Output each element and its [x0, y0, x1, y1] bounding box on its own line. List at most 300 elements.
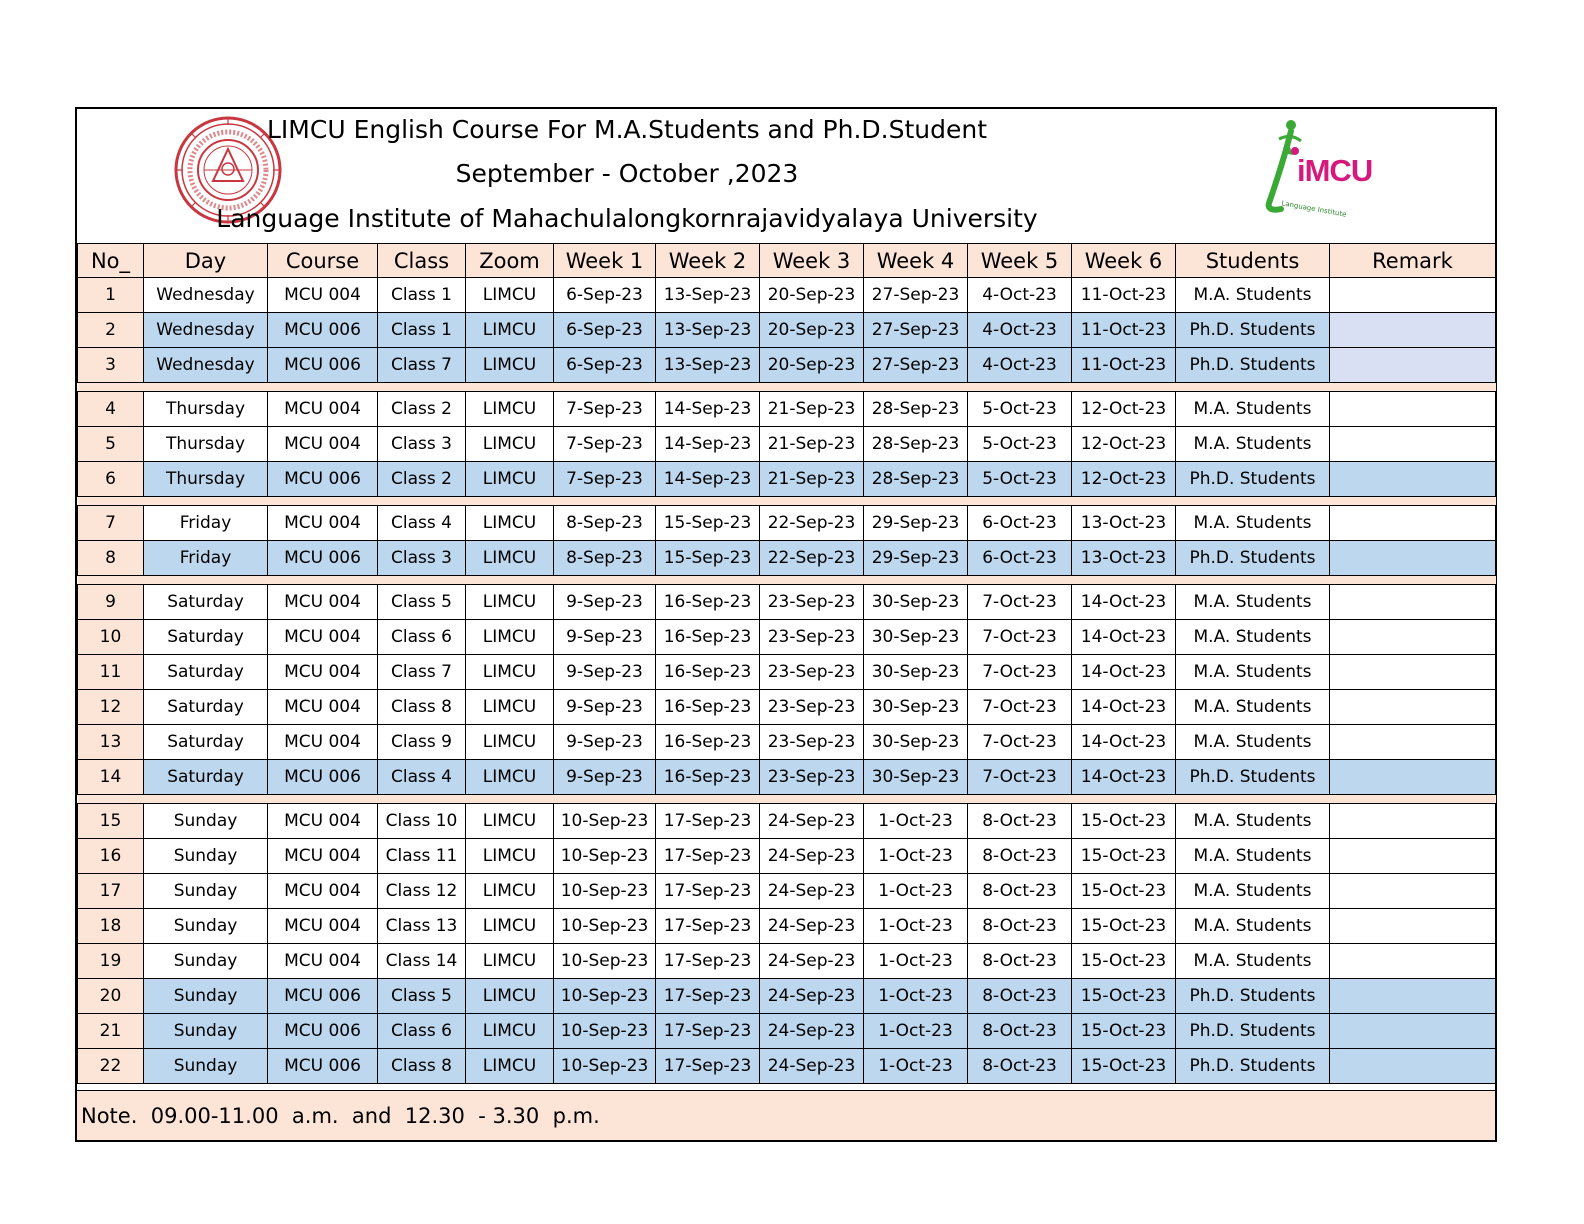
remark-cell	[1330, 313, 1496, 348]
zoom-cell: LIMCU	[466, 313, 554, 348]
week-date-cell: 1-Oct-23	[864, 1049, 968, 1084]
no-cell: 12	[78, 690, 144, 725]
students-cell: M.A. Students	[1176, 690, 1330, 725]
no-cell: 22	[78, 1049, 144, 1084]
week-date-cell: 12-Oct-23	[1072, 462, 1176, 497]
day-cell: Saturday	[144, 655, 268, 690]
day-cell: Sunday	[144, 979, 268, 1014]
week-date-cell: 1-Oct-23	[864, 874, 968, 909]
week-date-cell: 17-Sep-23	[656, 1014, 760, 1049]
students-cell: M.A. Students	[1176, 909, 1330, 944]
table-row	[78, 690, 1496, 725]
no-cell: 19	[78, 944, 144, 979]
week-date-cell: 7-Sep-23	[554, 392, 656, 427]
week-date-cell: 21-Sep-23	[760, 427, 864, 462]
week-date-cell: 15-Oct-23	[1072, 804, 1176, 839]
class-cell: Class 11	[378, 839, 466, 874]
week-date-cell: 20-Sep-23	[760, 348, 864, 383]
table-row	[78, 1049, 1496, 1084]
week-date-cell: 5-Oct-23	[968, 462, 1072, 497]
week-date-cell: 13-Sep-23	[656, 278, 760, 313]
table-row	[78, 313, 1496, 348]
week-date-cell: 10-Sep-23	[554, 1014, 656, 1049]
day-cell: Friday	[144, 506, 268, 541]
remark-cell	[1330, 909, 1496, 944]
remark-cell	[1330, 348, 1496, 383]
course-cell: MCU 004	[268, 909, 378, 944]
table-row	[78, 392, 1496, 427]
week-date-cell: 13-Sep-23	[656, 313, 760, 348]
week-date-cell: 6-Sep-23	[554, 348, 656, 383]
students-cell: M.A. Students	[1176, 392, 1330, 427]
week-date-cell: 20-Sep-23	[760, 278, 864, 313]
no-cell: 3	[78, 348, 144, 383]
remark-cell	[1330, 979, 1496, 1014]
week-date-cell: 6-Sep-23	[554, 313, 656, 348]
week-date-cell: 30-Sep-23	[864, 725, 968, 760]
week-date-cell: 8-Oct-23	[968, 839, 1072, 874]
table-row	[78, 1014, 1496, 1049]
week-date-cell: 15-Sep-23	[656, 506, 760, 541]
class-cell: Class 2	[378, 392, 466, 427]
table-header-row	[78, 244, 1496, 278]
remark-cell	[1330, 725, 1496, 760]
zoom-cell: LIMCU	[466, 944, 554, 979]
no-cell: 11	[78, 655, 144, 690]
week-date-cell: 27-Sep-23	[864, 313, 968, 348]
table-row	[78, 348, 1496, 383]
course-cell: MCU 004	[268, 620, 378, 655]
week-date-cell: 28-Sep-23	[864, 392, 968, 427]
zoom-cell: LIMCU	[466, 541, 554, 576]
students-cell: Ph.D. Students	[1176, 1014, 1330, 1049]
week-date-cell: 17-Sep-23	[656, 839, 760, 874]
zoom-cell: LIMCU	[466, 874, 554, 909]
students-cell: M.A. Students	[1176, 427, 1330, 462]
class-cell: Class 3	[378, 541, 466, 576]
week-date-cell: 16-Sep-23	[656, 760, 760, 795]
note-text: Note. 09.00-11.00 a.m. and 12.30 - 3.30 p.m.	[77, 1090, 1495, 1140]
week-date-cell: 24-Sep-23	[760, 979, 864, 1014]
week-date-cell: 28-Sep-23	[864, 427, 968, 462]
week-date-cell: 24-Sep-23	[760, 944, 864, 979]
class-cell: Class 10	[378, 804, 466, 839]
class-cell: Class 8	[378, 690, 466, 725]
class-cell: Class 13	[378, 909, 466, 944]
day-cell: Saturday	[144, 585, 268, 620]
schedule-table	[77, 243, 1496, 1084]
week-date-cell: 30-Sep-23	[864, 655, 968, 690]
week-date-cell: 24-Sep-23	[760, 874, 864, 909]
remark-cell	[1330, 839, 1496, 874]
course-cell: MCU 004	[268, 804, 378, 839]
no-cell: 9	[78, 585, 144, 620]
week-date-cell: 17-Sep-23	[656, 909, 760, 944]
zoom-cell: LIMCU	[466, 392, 554, 427]
week-date-cell: 14-Oct-23	[1072, 655, 1176, 690]
table-body	[78, 278, 1496, 1084]
schedule-sheet	[75, 107, 1497, 1142]
day-cell: Thursday	[144, 392, 268, 427]
day-cell: Sunday	[144, 909, 268, 944]
remark-cell	[1330, 655, 1496, 690]
no-cell: 15	[78, 804, 144, 839]
course-cell: MCU 004	[268, 585, 378, 620]
course-cell: MCU 006	[268, 979, 378, 1014]
day-cell: Sunday	[144, 1049, 268, 1084]
week-date-cell: 14-Oct-23	[1072, 760, 1176, 795]
class-cell: Class 6	[378, 1014, 466, 1049]
zoom-cell: LIMCU	[466, 655, 554, 690]
week-date-cell: 16-Sep-23	[656, 690, 760, 725]
week-date-cell: 4-Oct-23	[968, 278, 1072, 313]
week-date-cell: 1-Oct-23	[864, 1014, 968, 1049]
column-header: No_	[78, 244, 144, 278]
week-date-cell: 7-Oct-23	[968, 585, 1072, 620]
course-cell: MCU 004	[268, 874, 378, 909]
week-date-cell: 11-Oct-23	[1072, 313, 1176, 348]
class-cell: Class 7	[378, 655, 466, 690]
week-date-cell: 15-Oct-23	[1072, 1014, 1176, 1049]
week-date-cell: 17-Sep-23	[656, 979, 760, 1014]
week-date-cell: 15-Oct-23	[1072, 979, 1176, 1014]
remark-cell	[1330, 620, 1496, 655]
week-date-cell: 10-Sep-23	[554, 1049, 656, 1084]
zoom-cell: LIMCU	[466, 839, 554, 874]
table-row	[78, 839, 1496, 874]
title-line-2: September - October ,2023	[455, 159, 799, 188]
week-date-cell: 29-Sep-23	[864, 541, 968, 576]
students-cell: M.A. Students	[1176, 655, 1330, 690]
week-date-cell: 27-Sep-23	[864, 278, 968, 313]
table-row	[78, 620, 1496, 655]
zoom-cell: LIMCU	[466, 979, 554, 1014]
remark-cell	[1330, 874, 1496, 909]
students-cell: M.A. Students	[1176, 278, 1330, 313]
week-date-cell: 17-Sep-23	[656, 874, 760, 909]
table-row	[78, 804, 1496, 839]
table-row	[78, 909, 1496, 944]
week-date-cell: 24-Sep-23	[760, 1049, 864, 1084]
week-date-cell: 14-Oct-23	[1072, 585, 1176, 620]
column-header: Class	[378, 244, 466, 278]
week-date-cell: 17-Sep-23	[656, 1049, 760, 1084]
class-cell: Class 9	[378, 725, 466, 760]
week-date-cell: 7-Oct-23	[968, 690, 1072, 725]
remark-cell	[1330, 690, 1496, 725]
students-cell: Ph.D. Students	[1176, 1049, 1330, 1084]
table-row	[78, 506, 1496, 541]
class-cell: Class 5	[378, 585, 466, 620]
remark-cell	[1330, 392, 1496, 427]
course-cell: MCU 006	[268, 313, 378, 348]
week-date-cell: 16-Sep-23	[656, 620, 760, 655]
week-date-cell: 6-Oct-23	[968, 506, 1072, 541]
week-date-cell: 30-Sep-23	[864, 585, 968, 620]
day-cell: Sunday	[144, 874, 268, 909]
no-cell: 1	[78, 278, 144, 313]
day-cell: Sunday	[144, 804, 268, 839]
column-header: Remark	[1330, 244, 1496, 278]
week-date-cell: 13-Oct-23	[1072, 541, 1176, 576]
day-cell: Thursday	[144, 462, 268, 497]
week-date-cell: 23-Sep-23	[760, 725, 864, 760]
day-cell: Friday	[144, 541, 268, 576]
column-header: Week 1	[554, 244, 656, 278]
week-date-cell: 4-Oct-23	[968, 348, 1072, 383]
no-cell: 18	[78, 909, 144, 944]
day-cell: Saturday	[144, 690, 268, 725]
week-date-cell: 23-Sep-23	[760, 620, 864, 655]
week-date-cell: 23-Sep-23	[760, 690, 864, 725]
table-row	[78, 874, 1496, 909]
week-date-cell: 15-Oct-23	[1072, 839, 1176, 874]
zoom-cell: LIMCU	[466, 690, 554, 725]
course-cell: MCU 004	[268, 944, 378, 979]
week-date-cell: 9-Sep-23	[554, 585, 656, 620]
table-row	[78, 944, 1496, 979]
week-date-cell: 21-Sep-23	[760, 392, 864, 427]
day-cell: Saturday	[144, 620, 268, 655]
week-date-cell: 14-Oct-23	[1072, 690, 1176, 725]
no-cell: 6	[78, 462, 144, 497]
week-date-cell: 23-Sep-23	[760, 760, 864, 795]
day-cell: Saturday	[144, 725, 268, 760]
title-line-3: Language Institute of Mahachulalongkornrajavidyalaya University	[216, 204, 1038, 233]
group-separator	[78, 383, 1496, 392]
week-date-cell: 9-Sep-23	[554, 655, 656, 690]
week-date-cell: 14-Oct-23	[1072, 725, 1176, 760]
group-separator	[78, 497, 1496, 506]
zoom-cell: LIMCU	[466, 462, 554, 497]
no-cell: 20	[78, 979, 144, 1014]
students-cell: Ph.D. Students	[1176, 313, 1330, 348]
week-date-cell: 17-Sep-23	[656, 944, 760, 979]
zoom-cell: LIMCU	[466, 348, 554, 383]
no-cell: 8	[78, 541, 144, 576]
zoom-cell: LIMCU	[466, 1014, 554, 1049]
zoom-cell: LIMCU	[466, 278, 554, 313]
course-cell: MCU 006	[268, 1049, 378, 1084]
week-date-cell: 8-Oct-23	[968, 1049, 1072, 1084]
week-date-cell: 30-Sep-23	[864, 760, 968, 795]
week-date-cell: 24-Sep-23	[760, 839, 864, 874]
week-date-cell: 29-Sep-23	[864, 506, 968, 541]
no-cell: 2	[78, 313, 144, 348]
remark-cell	[1330, 462, 1496, 497]
week-date-cell: 6-Sep-23	[554, 278, 656, 313]
column-header: Students	[1176, 244, 1330, 278]
class-cell: Class 14	[378, 944, 466, 979]
remark-cell	[1330, 541, 1496, 576]
course-cell: MCU 006	[268, 348, 378, 383]
week-date-cell: 10-Sep-23	[554, 944, 656, 979]
week-date-cell: 1-Oct-23	[864, 839, 968, 874]
no-cell: 4	[78, 392, 144, 427]
remark-cell	[1330, 1049, 1496, 1084]
students-cell: Ph.D. Students	[1176, 979, 1330, 1014]
week-date-cell: 9-Sep-23	[554, 760, 656, 795]
week-date-cell: 15-Oct-23	[1072, 944, 1176, 979]
class-cell: Class 1	[378, 278, 466, 313]
students-cell: M.A. Students	[1176, 620, 1330, 655]
course-cell: MCU 004	[268, 655, 378, 690]
separator-cell	[78, 383, 1496, 392]
students-cell: M.A. Students	[1176, 804, 1330, 839]
column-header: Week 4	[864, 244, 968, 278]
course-cell: MCU 006	[268, 462, 378, 497]
zoom-cell: LIMCU	[466, 506, 554, 541]
week-date-cell: 8-Oct-23	[968, 979, 1072, 1014]
students-cell: Ph.D. Students	[1176, 541, 1330, 576]
week-date-cell: 16-Sep-23	[656, 585, 760, 620]
table-row	[78, 541, 1496, 576]
remark-cell	[1330, 278, 1496, 313]
column-header: Week 2	[656, 244, 760, 278]
group-separator	[78, 795, 1496, 804]
course-cell: MCU 004	[268, 392, 378, 427]
remark-cell	[1330, 760, 1496, 795]
students-cell: M.A. Students	[1176, 506, 1330, 541]
course-cell: MCU 004	[268, 839, 378, 874]
week-date-cell: 23-Sep-23	[760, 585, 864, 620]
week-date-cell: 8-Oct-23	[968, 874, 1072, 909]
week-date-cell: 10-Sep-23	[554, 979, 656, 1014]
course-cell: MCU 006	[268, 760, 378, 795]
week-date-cell: 9-Sep-23	[554, 620, 656, 655]
week-date-cell: 6-Oct-23	[968, 541, 1072, 576]
column-header: Week 5	[968, 244, 1072, 278]
day-cell: Saturday	[144, 760, 268, 795]
week-date-cell: 22-Sep-23	[760, 541, 864, 576]
remark-cell	[1330, 1014, 1496, 1049]
column-header: Week 6	[1072, 244, 1176, 278]
no-cell: 17	[78, 874, 144, 909]
week-date-cell: 1-Oct-23	[864, 944, 968, 979]
week-date-cell: 8-Oct-23	[968, 804, 1072, 839]
zoom-cell: LIMCU	[466, 1049, 554, 1084]
students-cell: M.A. Students	[1176, 874, 1330, 909]
day-cell: Sunday	[144, 944, 268, 979]
no-cell: 16	[78, 839, 144, 874]
class-cell: Class 1	[378, 313, 466, 348]
week-date-cell: 7-Oct-23	[968, 760, 1072, 795]
week-date-cell: 15-Oct-23	[1072, 909, 1176, 944]
class-cell: Class 2	[378, 462, 466, 497]
week-date-cell: 8-Sep-23	[554, 541, 656, 576]
course-cell: MCU 004	[268, 725, 378, 760]
day-cell: Sunday	[144, 839, 268, 874]
week-date-cell: 8-Oct-23	[968, 1014, 1072, 1049]
week-date-cell: 27-Sep-23	[864, 348, 968, 383]
table-row	[78, 278, 1496, 313]
zoom-cell: LIMCU	[466, 760, 554, 795]
zoom-cell: LIMCU	[466, 909, 554, 944]
week-date-cell: 20-Sep-23	[760, 313, 864, 348]
group-separator	[78, 576, 1496, 585]
week-date-cell: 15-Oct-23	[1072, 874, 1176, 909]
course-cell: MCU 004	[268, 690, 378, 725]
week-date-cell: 5-Oct-23	[968, 427, 1072, 462]
week-date-cell: 8-Oct-23	[968, 909, 1072, 944]
column-header: Day	[144, 244, 268, 278]
week-date-cell: 7-Sep-23	[554, 427, 656, 462]
column-header: Week 3	[760, 244, 864, 278]
table-row	[78, 979, 1496, 1014]
course-cell: MCU 004	[268, 278, 378, 313]
table-row	[78, 462, 1496, 497]
week-date-cell: 10-Sep-23	[554, 874, 656, 909]
students-cell: Ph.D. Students	[1176, 348, 1330, 383]
week-date-cell: 10-Sep-23	[554, 909, 656, 944]
week-date-cell: 15-Sep-23	[656, 541, 760, 576]
week-date-cell: 16-Sep-23	[656, 655, 760, 690]
no-cell: 7	[78, 506, 144, 541]
table-row	[78, 655, 1496, 690]
week-date-cell: 24-Sep-23	[760, 804, 864, 839]
remark-cell	[1330, 804, 1496, 839]
week-date-cell: 15-Oct-23	[1072, 1049, 1176, 1084]
class-cell: Class 7	[378, 348, 466, 383]
table-row	[78, 585, 1496, 620]
week-date-cell: 14-Sep-23	[656, 392, 760, 427]
zoom-cell: LIMCU	[466, 725, 554, 760]
separator-cell	[78, 795, 1496, 804]
students-cell: M.A. Students	[1176, 725, 1330, 760]
no-cell: 14	[78, 760, 144, 795]
week-date-cell: 12-Oct-23	[1072, 427, 1176, 462]
week-date-cell: 16-Sep-23	[656, 725, 760, 760]
zoom-cell: LIMCU	[466, 804, 554, 839]
schedule-header	[77, 109, 1495, 244]
zoom-cell: LIMCU	[466, 585, 554, 620]
week-date-cell: 14-Oct-23	[1072, 620, 1176, 655]
zoom-cell: LIMCU	[466, 620, 554, 655]
week-date-cell: 10-Sep-23	[554, 839, 656, 874]
week-date-cell: 8-Oct-23	[968, 944, 1072, 979]
table-row	[78, 760, 1496, 795]
day-cell: Wednesday	[144, 313, 268, 348]
day-cell: Wednesday	[144, 348, 268, 383]
week-date-cell: 8-Sep-23	[554, 506, 656, 541]
week-date-cell: 11-Oct-23	[1072, 278, 1176, 313]
week-date-cell: 14-Sep-23	[656, 427, 760, 462]
week-date-cell: 30-Sep-23	[864, 690, 968, 725]
week-date-cell: 17-Sep-23	[656, 804, 760, 839]
class-cell: Class 3	[378, 427, 466, 462]
separator-cell	[78, 497, 1496, 506]
week-date-cell: 9-Sep-23	[554, 690, 656, 725]
week-date-cell: 28-Sep-23	[864, 462, 968, 497]
no-cell: 13	[78, 725, 144, 760]
day-cell: Sunday	[144, 1014, 268, 1049]
remark-cell	[1330, 506, 1496, 541]
week-date-cell: 14-Sep-23	[656, 462, 760, 497]
week-date-cell: 21-Sep-23	[760, 462, 864, 497]
students-cell: Ph.D. Students	[1176, 760, 1330, 795]
week-date-cell: 9-Sep-23	[554, 725, 656, 760]
students-cell: Ph.D. Students	[1176, 462, 1330, 497]
week-date-cell: 13-Oct-23	[1072, 506, 1176, 541]
class-cell: Class 8	[378, 1049, 466, 1084]
table-row	[78, 427, 1496, 462]
class-cell: Class 4	[378, 760, 466, 795]
week-date-cell: 1-Oct-23	[864, 804, 968, 839]
students-cell: M.A. Students	[1176, 839, 1330, 874]
week-date-cell: 23-Sep-23	[760, 655, 864, 690]
week-date-cell: 4-Oct-23	[968, 313, 1072, 348]
column-header: Course	[268, 244, 378, 278]
